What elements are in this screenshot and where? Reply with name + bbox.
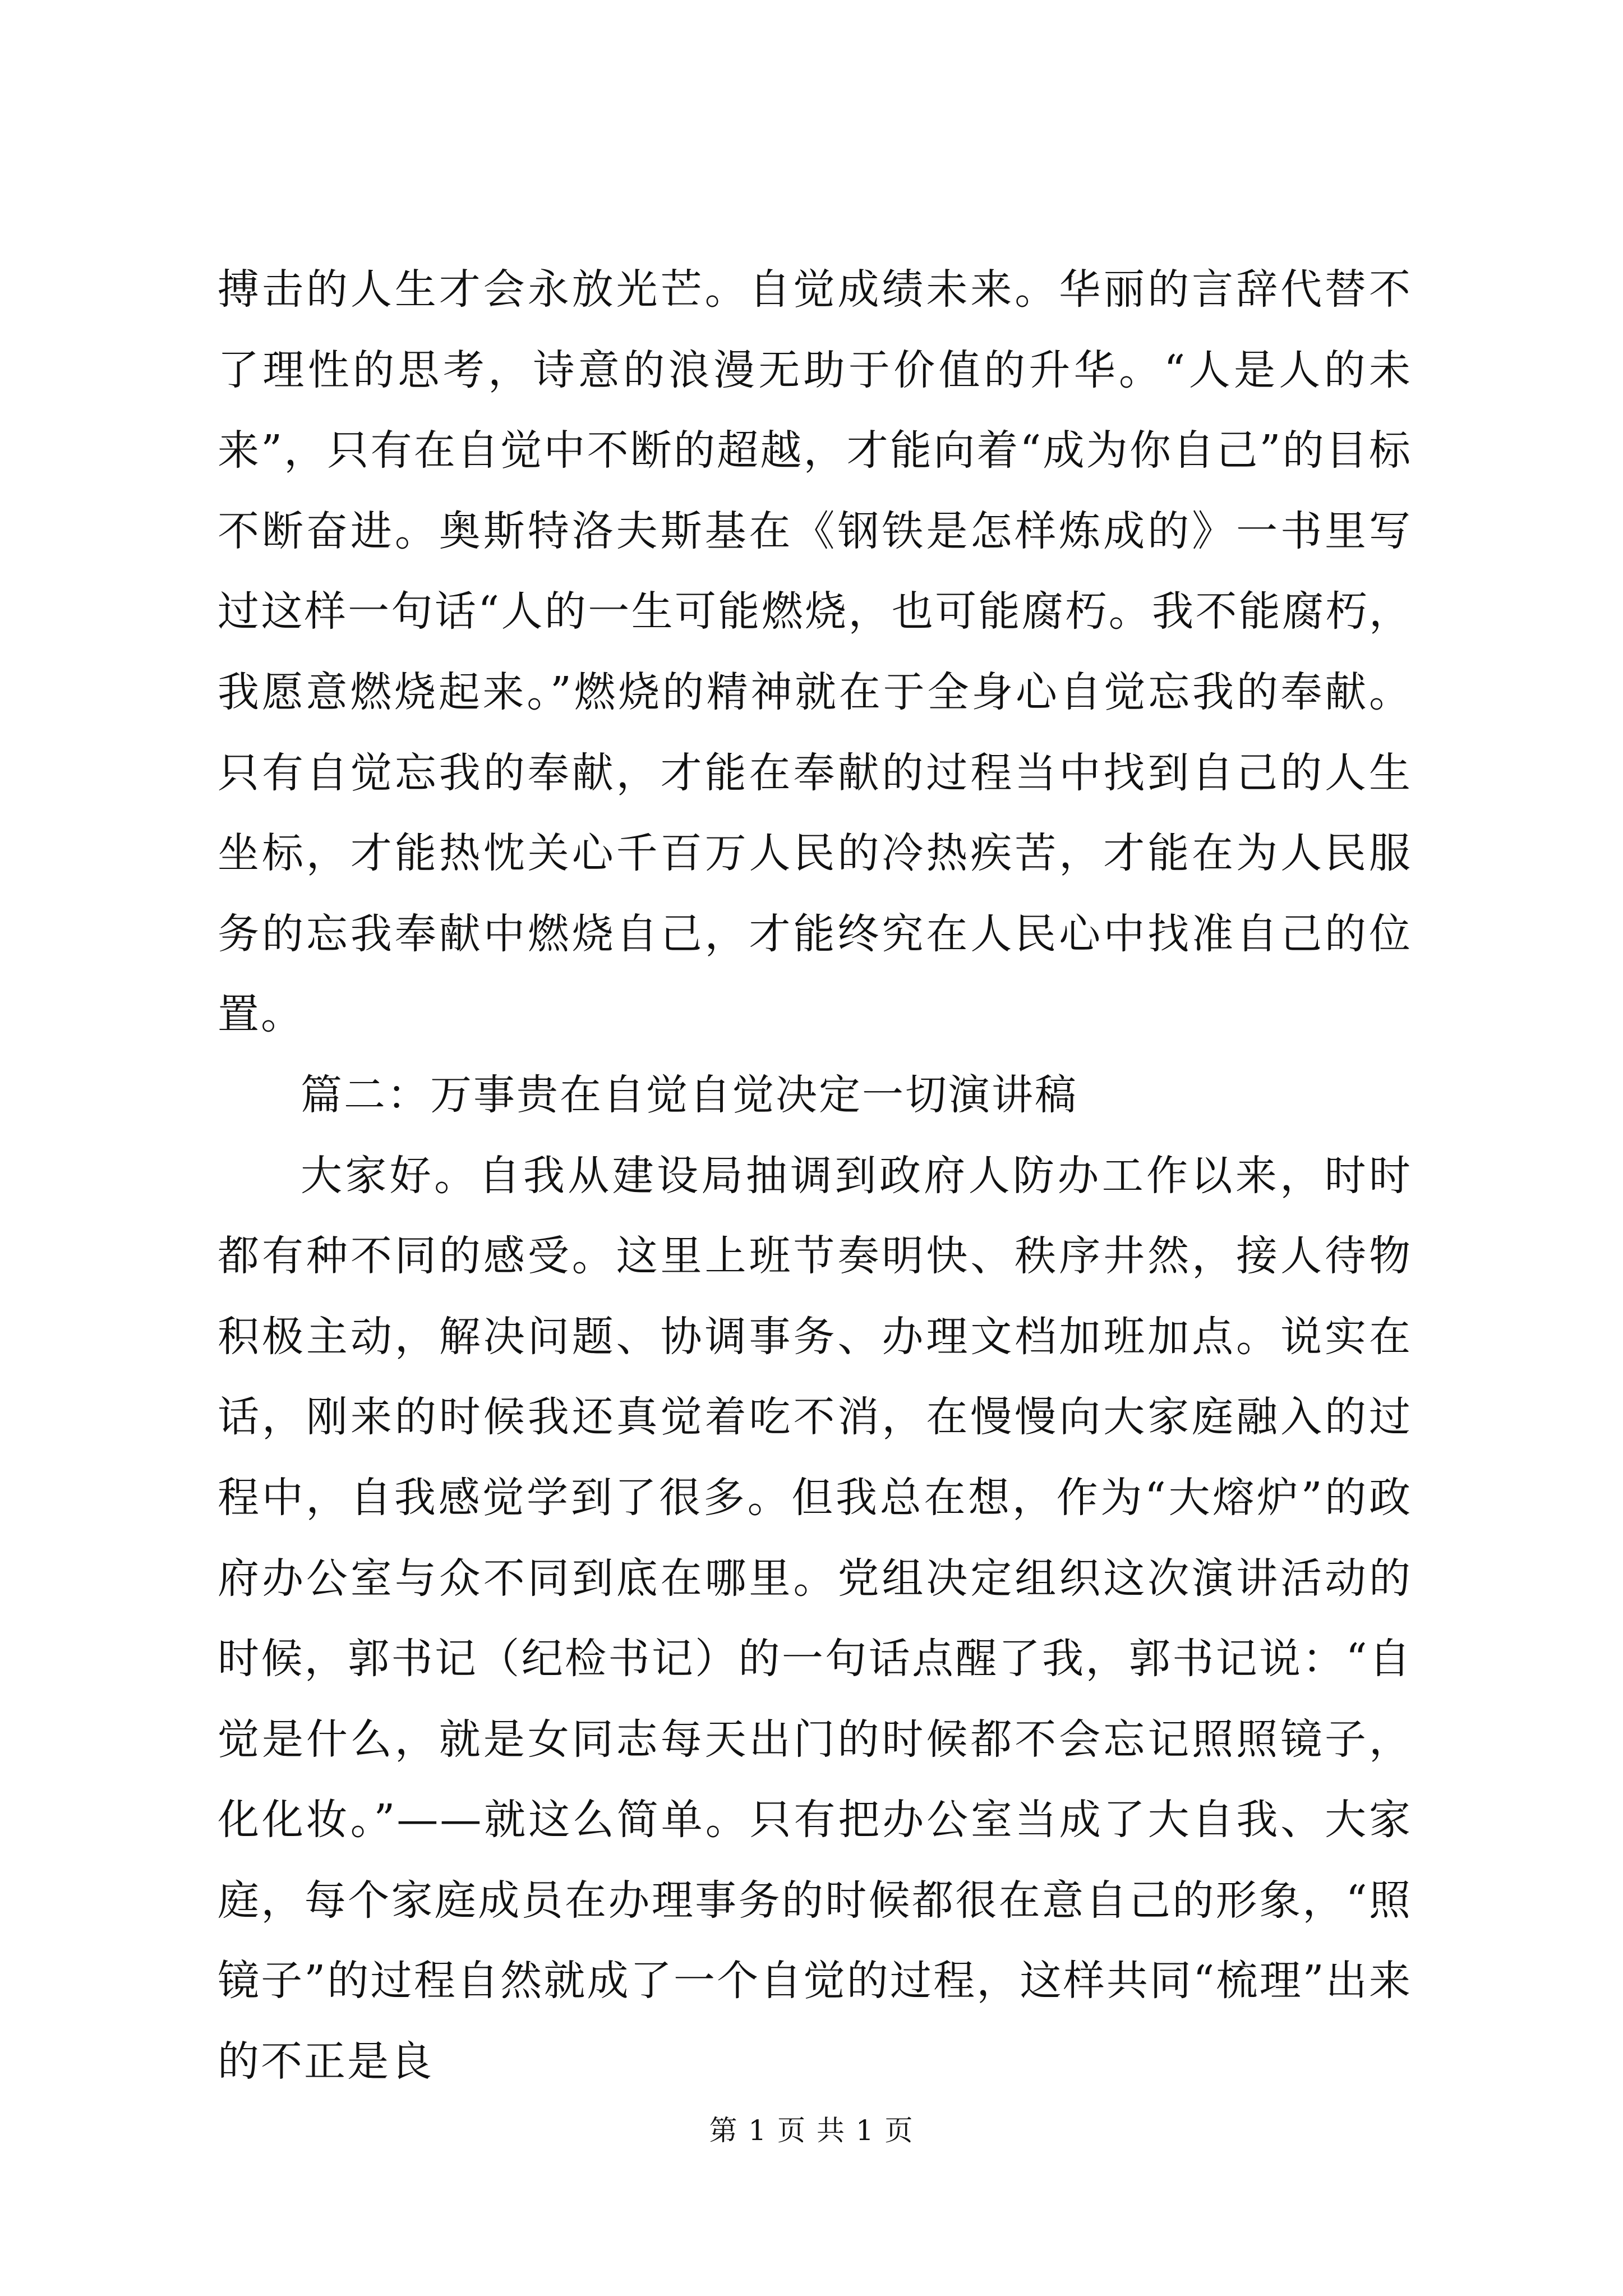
page-footer: 第 1 页 共 1 页 xyxy=(709,2114,914,2147)
paragraph-continued: 搏击的人生才会永放光芒。自觉成绩未来。华丽的言辞代替不了理性的思考，诗意的浪漫无助于价值的升华。“人是人的未来”，只有在自觉中不断的超越，才能向着“成为你自己”的目标不断奋进。奥斯特洛夫斯基在《钢铁是怎样炼成的》一书里写过这样一句话“人的一生可能燃烧，也可能腐朽。我不能腐朽，我愿意燃烧起来。”燃烧的精神就在于全身心自觉忘我的奉献。只有自觉忘我的奉献，才能在奉献的过程当中找到自己的人生坐标，才能热忱关心千百万人民的冷热疾苦，才能在为人民服务的忘我奉献中燃烧自己，才能终究在人民心中找准自己的位置。 xyxy=(218,265,1412,1039)
paragraph-speech-opening: 大家好。自我从建设局抽调到政府人防办工作以来，时时都有种不同的感受。这里上班节奏明快、秩序井然，接人待物积极主动，解决问题、协调事务、办理文档加班加点。说实在话，刚来的时候我还真觉着吃不消，在慢慢向大家庭融入的过程中，自我感觉学到了很多。但我总在想，作为“大熔炉”的政府办公室与众不同到底在哪里。党组决定组织这次演讲活动的时候，郭书记（纪检书记）的一句话点醒了我，郭书记说：“自觉是什么，就是女同志每天出门的时候都不会忘记照照镜子，化化妆。”——就这么简单。只有把办公室当成了大自我、大家庭，每个家庭成员在办理事务的时候都很在意自己的形象，“照镜子”的过程自然就成了一个自觉的过程，这样共同“梳理”出来的不正是良 xyxy=(218,1151,1412,2086)
section-heading: 篇二：万事贵在自觉自觉决定一切演讲稿 xyxy=(301,1070,1078,1119)
document-body xyxy=(218,250,1412,2102)
